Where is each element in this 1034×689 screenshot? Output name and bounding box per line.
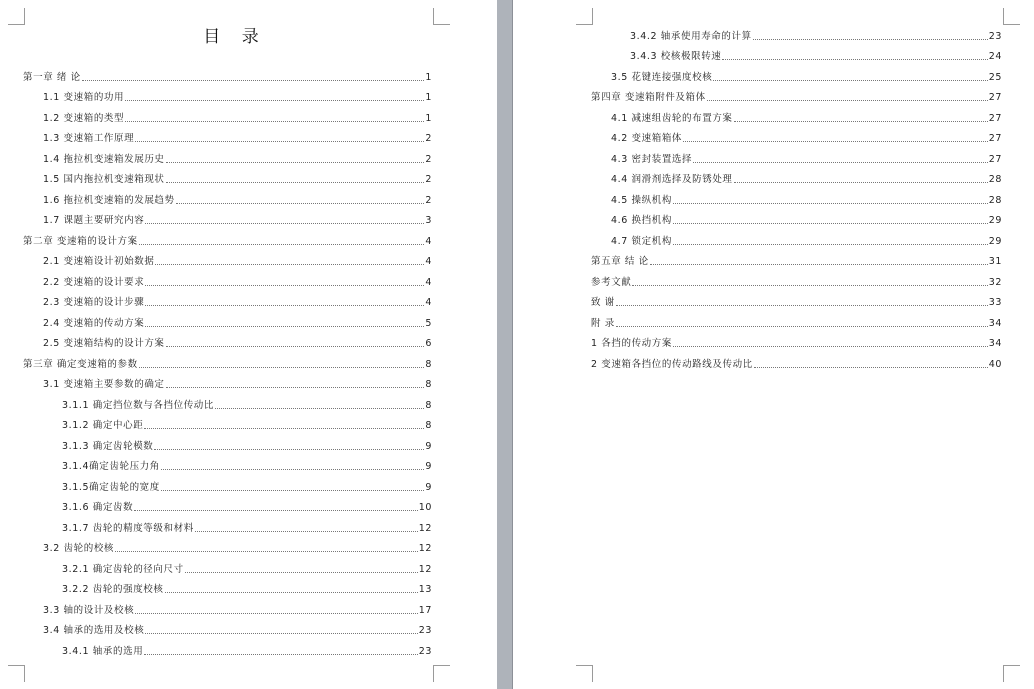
toc-entry-label: 1 各挡的传动方案 [591, 338, 672, 349]
toc-entry-page-number: 27 [988, 133, 1002, 144]
toc-entry-label: 1.3 变速箱工作原理 [43, 133, 135, 144]
toc-dot-leader [154, 449, 424, 450]
toc-entry-page-number: 40 [988, 358, 1002, 370]
toc-entry[interactable] [591, 63, 1002, 84]
toc-dot-leader [616, 305, 988, 306]
toc-dot-leader [134, 510, 418, 511]
toc-entry[interactable] [591, 22, 1002, 43]
toc-dot-leader [673, 244, 988, 245]
document-page-left [0, 0, 497, 689]
toc-entry-label: 4.1 减速组齿轮的布置方案 [611, 112, 733, 124]
toc-dot-leader [144, 428, 424, 429]
toc-entry-page-number: 8 [425, 358, 432, 370]
toc-entry[interactable] [23, 432, 432, 453]
toc-entry-page-number: 29 [988, 235, 1002, 247]
toc-dot-leader [165, 592, 418, 593]
toc-entry-label: 4.5 操纵机构 [611, 194, 672, 206]
toc-entry[interactable] [23, 350, 432, 371]
toc-entry-label: 1.2 变速箱的类型 [43, 112, 125, 124]
toc-entry-page-number: 8 [425, 379, 432, 390]
toc-entry[interactable] [23, 371, 432, 392]
toc-entry[interactable] [23, 268, 432, 289]
toc-entry-page-number: 31 [988, 256, 1002, 267]
toc-entry-page-number: 6 [425, 338, 432, 349]
toc-dot-leader [215, 408, 424, 409]
toc-entry-page-number: 28 [988, 194, 1002, 206]
toc-entry-page-number: 33 [988, 297, 1002, 308]
toc-entry-page-number: 10 [418, 502, 432, 513]
toc-entry-label: 3.2 齿轮的校核 [43, 543, 115, 554]
toc-entry-label: 2.4 变速箱的传动方案 [43, 317, 145, 329]
toc-entry-page-number: 23 [988, 30, 1002, 42]
toc-dot-leader [683, 141, 988, 142]
toc-entry[interactable] [591, 104, 1002, 125]
toc-entry-label: 1.4 拖拉机变速箱发展历史 [43, 153, 165, 165]
toc-entry-label: 附 录 [591, 317, 615, 329]
toc-entry-label: 3.2.2 齿轮的强度校核 [62, 584, 164, 595]
toc-entry-page-number: 27 [988, 92, 1002, 103]
toc-dot-leader [195, 531, 418, 532]
toc-dot-leader [145, 633, 417, 634]
toc-entry[interactable] [23, 412, 432, 433]
toc-entry[interactable] [591, 248, 1002, 269]
toc-dot-leader [185, 572, 418, 573]
crop-mark-bottom-left [8, 665, 25, 682]
toc-entry-page-number: 32 [988, 276, 1002, 288]
toc-entry-page-number: 34 [988, 338, 1002, 349]
toc-entry[interactable] [23, 391, 432, 412]
toc-dot-leader [713, 80, 987, 81]
toc-entry-label: 4.6 换挡机构 [611, 215, 672, 226]
toc-entry[interactable] [23, 535, 432, 556]
toc-dot-leader [139, 367, 425, 368]
toc-entry-page-number: 29 [988, 215, 1002, 226]
toc-entry[interactable] [591, 43, 1002, 64]
toc-entry-label: 2.1 变速箱设计初始数据 [43, 256, 155, 267]
toc-entry[interactable] [591, 84, 1002, 105]
toc-entry[interactable] [23, 145, 432, 166]
toc-entry-label: 2 变速箱各挡位的传动路线及传动比 [591, 358, 753, 370]
toc-entry-page-number: 4 [425, 235, 432, 247]
toc-entry-page-number: 1 [425, 92, 432, 103]
toc-dot-leader [722, 59, 987, 60]
toc-entry-label: 4.7 锁定机构 [611, 235, 672, 247]
toc-entry[interactable] [23, 104, 432, 125]
crop-mark-bottom-right [433, 665, 450, 682]
toc-entry-label: 3.4.2 轴承使用寿命的计算 [630, 30, 752, 42]
toc-entry-label: 2.3 变速箱的设计步骤 [43, 297, 145, 308]
toc-dot-leader [673, 203, 988, 204]
toc-entry[interactable] [23, 166, 432, 187]
toc-entry-label: 1.5 国内拖拉机变速箱现状 [43, 174, 165, 185]
toc-entry[interactable] [591, 268, 1002, 289]
toc-dot-leader [166, 387, 425, 388]
toc-entry-label: 4.3 密封装置选择 [611, 153, 693, 165]
toc-dot-leader [650, 264, 988, 265]
toc-entry-page-number: 2 [425, 174, 432, 185]
toc-entry[interactable] [23, 84, 432, 105]
toc-dot-leader [166, 162, 425, 163]
toc-dot-leader [144, 654, 417, 655]
toc-entry-page-number: 3 [425, 215, 432, 226]
toc-dot-leader [161, 469, 424, 470]
toc-entry-page-number: 2 [425, 194, 432, 206]
toc-entry[interactable] [591, 350, 1002, 371]
crop-mark-bottom-right [1003, 665, 1020, 682]
toc-entry-label: 2.5 变速箱结构的设计方案 [43, 338, 165, 349]
toc-entry[interactable] [23, 617, 432, 638]
toc-dot-leader [145, 285, 424, 286]
toc-dot-leader [166, 182, 425, 183]
document-page-right [513, 0, 1034, 689]
toc-entry-label: 3.4.1 轴承的选用 [62, 645, 144, 657]
toc-entry-label: 第一章 绪 论 [23, 71, 81, 83]
toc-entry-label: 第四章 变速箱附件及箱体 [591, 92, 706, 103]
toc-dot-leader [135, 141, 424, 142]
toc-entry-page-number: 4 [425, 276, 432, 288]
toc-entry-label: 3.3 轴的设计及校核 [43, 604, 135, 616]
toc-entry-label: 3.1.6 确定齿数 [62, 502, 134, 513]
toc-entry-label: 1.1 变速箱的功用 [43, 92, 125, 103]
toc-entry-label: 3.1.2 确定中心距 [62, 420, 144, 431]
toc-entry-page-number: 9 [425, 440, 432, 452]
toc-entry-page-number: 24 [988, 51, 1002, 62]
toc-entry-page-number: 25 [988, 71, 1002, 83]
toc-entry[interactable] [23, 125, 432, 146]
toc-entry[interactable] [23, 514, 432, 535]
toc-entry-page-number: 28 [988, 174, 1002, 185]
toc-entry-page-number: 27 [988, 112, 1002, 124]
toc-entry-label: 3.1.4确定齿轮压力角 [62, 461, 160, 472]
toc-entry[interactable] [23, 248, 432, 269]
toc-entry-label: 3.1.7 齿轮的精度等级和材料 [62, 522, 194, 534]
toc-entry-page-number: 17 [418, 604, 432, 616]
toc-entry[interactable] [591, 186, 1002, 207]
toc-entry-label: 2.2 变速箱的设计要求 [43, 276, 145, 288]
toc-dot-leader [82, 80, 425, 81]
toc-entry[interactable] [23, 453, 432, 474]
toc-dot-leader [155, 264, 424, 265]
toc-entry[interactable] [591, 289, 1002, 310]
toc-entry-page-number: 4 [425, 256, 432, 267]
toc-entry[interactable] [591, 166, 1002, 187]
toc-entry-label: 3.4.3 校核极限转速 [630, 51, 722, 62]
toc-entry[interactable] [591, 227, 1002, 248]
toc-entry-label: 第二章 变速箱的设计方案 [23, 235, 138, 247]
toc-entry-label: 致 谢 [591, 297, 615, 308]
toc-entry-label: 1.7 课题主要研究内容 [43, 215, 145, 226]
toc-entry[interactable] [23, 473, 432, 494]
toc-entry-page-number: 8 [425, 420, 432, 431]
toc-dot-leader [115, 551, 418, 552]
toc-entry-page-number: 1 [425, 71, 432, 83]
toc-dot-leader [145, 223, 424, 224]
toc-dot-leader [125, 100, 424, 101]
toc-entry[interactable] [23, 330, 432, 351]
toc-entry[interactable] [23, 289, 432, 310]
toc-dot-leader [125, 121, 424, 122]
toc-list-left [23, 63, 432, 658]
toc-entry[interactable] [23, 576, 432, 597]
toc-entry-page-number: 8 [425, 399, 432, 411]
toc-dot-leader [734, 121, 988, 122]
toc-entry-page-number: 12 [418, 563, 432, 575]
toc-entry[interactable] [23, 494, 432, 515]
toc-entry-label: 第五章 结 论 [591, 256, 649, 267]
toc-dot-leader [616, 326, 988, 327]
toc-dot-leader [166, 346, 425, 347]
toc-entry-page-number: 1 [425, 112, 432, 124]
toc-dot-leader [734, 182, 988, 183]
toc-entry-page-number: 23 [418, 645, 432, 657]
toc-dot-leader [673, 346, 988, 347]
toc-dot-leader [139, 244, 425, 245]
page-gutter [497, 0, 513, 689]
toc-entry-page-number: 9 [425, 461, 432, 472]
toc-entry-label: 3.1.3 确定齿轮模数 [62, 440, 154, 452]
toc-dot-leader [673, 223, 988, 224]
toc-entry[interactable] [591, 330, 1002, 351]
toc-entry-label: 4.4 润滑剂选择及防锈处理 [611, 174, 733, 185]
toc-entry[interactable] [591, 207, 1002, 228]
toc-entry-label: 4.2 变速箱箱体 [611, 133, 683, 144]
toc-entry-label: 1.6 拖拉机变速箱的发展趋势 [43, 194, 175, 206]
toc-entry[interactable] [23, 309, 432, 330]
toc-dot-leader [145, 326, 424, 327]
crop-mark-bottom-left [576, 665, 593, 682]
toc-entry-page-number: 34 [988, 317, 1002, 329]
toc-entry-label: 3.2.1 确定齿轮的径向尺寸 [62, 563, 184, 575]
toc-entry-label: 3.5 花键连接强度校核 [611, 71, 713, 83]
toc-entry-label: 3.1.1 确定挡位数与各挡位传动比 [62, 399, 214, 411]
toc-entry-label: 3.4 轴承的选用及校核 [43, 625, 145, 636]
toc-entry-label: 3.1 变速箱主要参数的确定 [43, 379, 165, 390]
toc-entry-page-number: 5 [425, 317, 432, 329]
toc-entry[interactable] [23, 207, 432, 228]
toc-entry[interactable] [591, 309, 1002, 330]
toc-entry[interactable] [23, 596, 432, 617]
toc-entry-page-number: 2 [425, 133, 432, 144]
toc-entry[interactable] [23, 637, 432, 658]
toc-list-right [591, 22, 1002, 371]
toc-entry-label: 第三章 确定变速箱的参数 [23, 358, 138, 370]
toc-dot-leader [176, 203, 425, 204]
toc-dot-leader [707, 100, 988, 101]
toc-entry-page-number: 27 [988, 153, 1002, 165]
toc-entry[interactable] [591, 125, 1002, 146]
toc-dot-leader [754, 367, 988, 368]
toc-dot-leader [753, 39, 988, 40]
toc-dot-leader [161, 490, 424, 491]
toc-dot-leader [145, 305, 424, 306]
toc-entry-page-number: 9 [425, 481, 432, 493]
toc-entry-page-number: 4 [425, 297, 432, 308]
toc-dot-leader [632, 285, 987, 286]
toc-entry-label: 3.1.5确定齿轮的宽度 [62, 481, 160, 493]
toc-entry-page-number: 2 [425, 153, 432, 165]
toc-entry[interactable] [591, 145, 1002, 166]
toc-entry[interactable] [23, 186, 432, 207]
toc-dot-leader [135, 613, 417, 614]
toc-title: 目 录 [203, 27, 267, 47]
toc-entry[interactable] [23, 555, 432, 576]
toc-entry-label: 参考文献 [591, 276, 632, 288]
toc-entry-page-number: 12 [418, 522, 432, 534]
toc-entry-page-number: 23 [418, 625, 432, 636]
toc-entry-page-number: 13 [418, 584, 432, 595]
crop-mark-top-right [1003, 8, 1020, 25]
toc-entry-page-number: 12 [418, 543, 432, 554]
toc-dot-leader [693, 162, 988, 163]
toc-entry[interactable] [23, 63, 432, 84]
toc-entry[interactable] [23, 227, 432, 248]
